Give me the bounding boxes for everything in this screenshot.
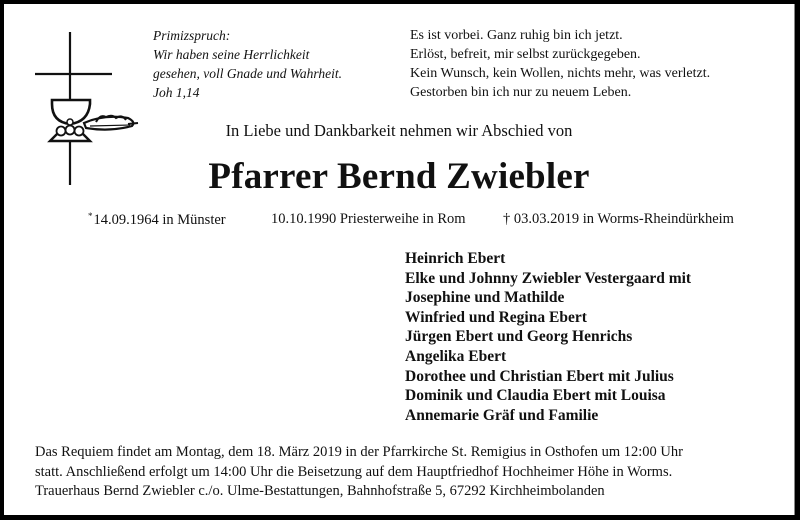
poem-line: Erlöst, befreit, mir selbst zurückgegeben.: [410, 47, 641, 62]
motto-line: Wir haben seine Herrlichkeit: [153, 47, 310, 62]
obituary-card: [4, 4, 795, 515]
mourner-line: Jürgen Ebert und Georg Henrichs: [405, 328, 633, 346]
mourner-line: Annemarie Gräf und Familie: [405, 406, 599, 424]
poem: [410, 26, 710, 102]
ordination-date: 10.10.1990 Priesterweihe in Rom: [271, 211, 466, 227]
mourner-line: Heinrich Ebert: [405, 250, 506, 267]
primiz-motto: [153, 26, 342, 102]
poem-line: Es ist vorbei. Ganz ruhig bin ich jetzt.: [410, 28, 623, 43]
intro-text: In Liebe und Dankbarkeit nehmen wir Abschied von: [225, 121, 573, 140]
mourner-line: Dominik und Claudia Ebert mit Louisa: [405, 387, 666, 405]
birth-symbol: *: [88, 211, 93, 221]
motto-line: Primizspruch:: [153, 28, 231, 43]
service-details: [35, 443, 683, 502]
deceased-name: Pfarrer Bernd Zwiebler: [208, 156, 590, 197]
birth-text: 14.09.1964 in Münster: [93, 212, 226, 228]
birth-date: [88, 211, 226, 229]
mourner-line: Elke und Johnny Zwiebler Vestergaard mit: [405, 269, 692, 287]
mourner-line: Winfried und Regina Ebert: [405, 308, 587, 326]
motto-line: gesehen, voll Gnade und Wahrheit.: [153, 66, 342, 81]
footer-line: Trauerhaus Bernd Zwiebler c./o. Ulme-Bestattungen, Bahnhofstraße 5, 67292 Kirchheimbolanden: [35, 483, 605, 499]
mourners-list: [405, 249, 691, 425]
mourner-line: Dorothee und Christian Ebert mit Julius: [405, 367, 674, 385]
motto-line: Joh 1,14: [153, 85, 200, 100]
footer-line: statt. Anschließend erfolgt um 14:00 Uhr die Beisetzung auf dem Hauptfriedhof Hochheimer Höhe in Worms.: [35, 463, 673, 480]
mourner-line: Angelika Ebert: [405, 347, 507, 365]
footer-line: Das Requiem findet am Montag, dem 18. März 2019 in der Pfarrkirche St. Remigius in Osthofen um 12:00 Uhr: [35, 444, 683, 460]
poem-line: Gestorben bin ich nur zu neuem Leben.: [410, 85, 632, 100]
death-date: † 03.03.2019 in Worms-Rheindürkheim: [503, 211, 734, 227]
mourner-line: Josephine und Mathilde: [405, 289, 565, 307]
poem-line: Kein Wunsch, kein Wollen, nichts mehr, was verletzt.: [410, 66, 711, 81]
